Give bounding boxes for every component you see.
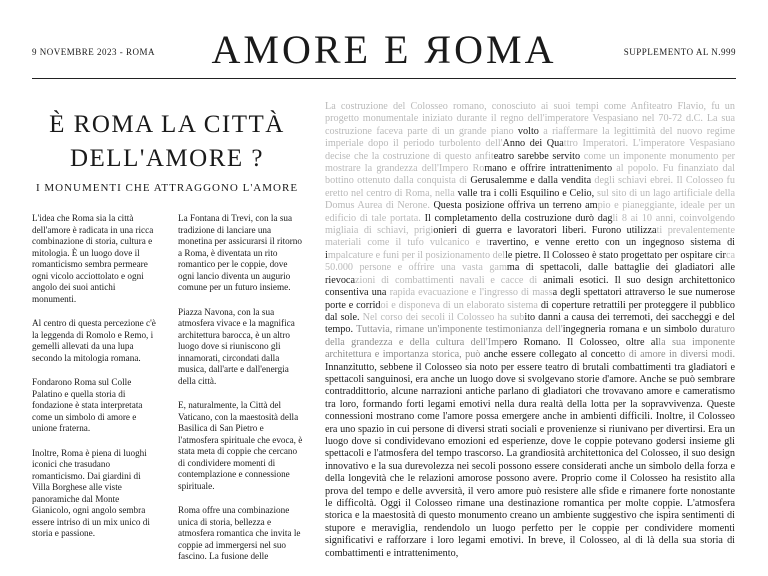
text-segment: al popolo. Fu finanziato dal bottino ottenuto dalla conquista di <box>325 163 735 187</box>
text-segment: ero Romano. Il Colosseo, oltre al <box>504 336 659 348</box>
text-segment: Tuttavia, rimane un'imponente testimonianza dell' <box>356 324 563 336</box>
text-segment: sul sito di un lago artificiale della Domus Aurea di Nerone. <box>325 187 735 212</box>
text-column-1 <box>32 213 160 553</box>
text-segment: mpalcature e funi per il posizionamento del <box>327 249 506 261</box>
masthead-date: 9 NOVEMBRE 2023 - ROMA <box>32 47 156 57</box>
text-segment: Nel corso dei secoli il Colosseo ha sub <box>359 311 525 323</box>
text-segment: Gerusalemme e dalla vendita <box>470 175 592 187</box>
text-segment: Anno dei Qua <box>502 138 564 150</box>
text-segment: eatro sarebbe servito <box>493 150 581 162</box>
text-segment: oi e disponeva di un elaborato sistema <box>380 299 541 311</box>
text-segment: ca 50.000 persone e offrire una vasta gam <box>325 249 735 274</box>
text-segment: pio e pianeggiante, ideale per un edificio di tale portata. <box>325 200 735 224</box>
text-segment: anche essere collegato al concett <box>480 349 621 361</box>
text-segment: animali esotici. Il suo design architettonico consentiva una <box>325 274 736 299</box>
text-segment: di coperture retrattili per proteggere il pubblico dal sole. <box>325 299 736 323</box>
article-headline <box>32 108 302 176</box>
paragraph: Fondarono Roma sul Colle Palatino e quella storia di fondazione è stata interpretata come un simbolo di amore e unione fraterna. <box>32 377 143 433</box>
text-segment: rapida evacuazione e l'ingresso di mass <box>389 287 553 299</box>
paragraph: Piazza Navona, con la sua atmosfera vivace e la magnifica architettura barocca, è un altro luogo dove si riuniscono gli innamorati, circondati dalla musica, dall'arte e dall'energia della città. <box>178 306 295 386</box>
paragraph: Al centro di questa percezione c'è la leggenda di Romolo e Remo, i gemelli allevati da una lupa secondo la mitologia romana. <box>32 318 156 363</box>
text-segment: ma di spettacoli, dalle battaglie dei gladiatori alle rievoca <box>325 262 735 286</box>
text-segment: Questa posizione offriva un terreno am <box>433 200 598 212</box>
text-segment: mano e offrire intrattenimento <box>484 163 613 175</box>
text-segment: La costruzione del Colosseo romano, conosciuto ai suoi tempi come Anfiteatro Flavio, fu un progetto monumentale iniziato durante il regno dell'imperatore Vespasiano nel 70-72 d.C. La sua costruzione faceva parte di un grande piano <box>325 101 735 137</box>
paragraph: La Fontana di Trevi, con la sua tradizione di lanciare una monetina per assicurarsi il ritorno a Roma, è diventata un rito romantico per le coppie, dove ogni lancio diventa un augurio comune per un futuro insieme. <box>178 213 302 292</box>
text-segment: Innanzitutto, sebbene il Colosseo sia noto per essere teatro di brutali combattimenti tra gladiatori e spettacoli sanguinosi, era anche un luogo dove si svolgevano storie d'amore. Anche se può sembrare contraddittorio, alcune narrazioni antiche parlano di gladiatori che trovavano amore e cameratismo tra loro, formando forti legami emotivi nella dura realtà della lotta per la sopravvivenza. Queste connessioni mostrano come l'amore possa emergere anche in ambienti difficili. Inoltre, il Colosseo era uno spazio in cui persone di diversi strati sociali e provenienze si riunivano per divertirsi. Era un luogo dove si condividevano emozioni ed esperienze, dove le coppie potevano godersi insieme gli spettacoli e l'atmosfera del tempo trascorso. La grandiosità architettonica del Colosseo, il suo design innovativo e la sua durevolezza nei secoli possono essere considerati anche un simbolo della forza e della longevità che le relazioni amorose possono avere. Proprio come il Colosseo ha resistito alla prova del tempo e delle avversità, il vero amore può resistere alle sfide e rimanere forte nonostante le difficoltà. Oggi il Colosseo rimane una destinazione romantica per molte coppie. L'atmosfera storica e la maestosità di questo monumento creano un ambiente suggestivo che ispira sentimenti di stupore e meraviglia, rendendolo un luogo perfetto per le coppie per condividere momenti significativi e rafforzare i loro legami emotivi. In breve, il Colosseo, al di là della sua storia di combattimenti e intrattenimento, <box>325 361 735 559</box>
text-segment: degli schiavi ebrei. Il Colosseo fu eretto nel centro di Roma, nella <box>325 175 735 199</box>
text-segment: onieri di guerra e lavoratori liberi. Furono utilizza <box>433 225 657 237</box>
text-segment: a degli spettatori attraverso le sue numerose porte e corrid <box>325 287 735 311</box>
masthead-rule <box>32 78 736 79</box>
text-segment: a riaffermare la legittimità del nuovo regime imperiale dopo il periodo turbolento dell' <box>325 125 735 150</box>
masthead-title: AMORE E ЯOMA <box>211 27 557 72</box>
article-subhead: I MONUMENTI CHE ATTRAGGONO L'AMORE <box>35 182 299 194</box>
paragraph: L'idea che Roma sia la città dell'amore è radicata in una ricca combinazione di storia, cultura e mitologia. È un luogo dove il romanticismo sembra permeare ogni vicolo acciottolato e ogni angolo dei suoi antichi monumenti. <box>32 213 154 304</box>
text-segment: zioni di combattimenti navali e cacce di <box>354 274 544 286</box>
text-segment: volto <box>517 125 539 137</box>
text-segment: ttro Imperatori. L'imperatore Vespasiano decise che la costruzione di questo anfit <box>325 138 735 162</box>
headline-line-2: DELL'AMORE ? <box>69 145 264 172</box>
text-segment: ti prevalentemente materiali come il tufo vulcanico e t <box>325 225 736 249</box>
text-segment: Il completamento della costruzione durò dag <box>424 212 613 224</box>
text-segment: le pietre. Il Colosseo è stato progettato per ospitare cir <box>505 249 726 261</box>
masthead-supplement: SUPPLEMENTO AL N.999 <box>623 47 736 57</box>
text-segment: ito danni a causa dei terremoti, dei saccheggi e del tempo. <box>325 311 735 336</box>
text-column-3 <box>325 101 735 560</box>
text-segment: raturo della grandezza e della cultura dell'Imp <box>325 324 735 348</box>
text-segment: o di amore in diversi modi. <box>620 349 735 361</box>
text-segment: come un imponente monumento per mostrare la grandezza dell'Impero Ro <box>325 150 736 175</box>
text-segment: la sua imponente architettura e importanza storica, può <box>325 336 736 361</box>
text-column-2 <box>178 213 306 576</box>
text-segment: ingegneria romana e un simbolo du <box>562 324 711 336</box>
text-segment: valle tra i colli Esquilino e Celio, <box>457 187 595 199</box>
text-segment: ravertino, e venne eretto con un ingegnoso sistema di i <box>325 237 735 261</box>
headline-line-1: È ROMA LA CITTÀ <box>49 111 285 138</box>
text-segment: li 8 ai 10 anni, coinvolgendo migliaia di schiavi, prigi <box>325 212 736 237</box>
paragraph: E, naturalmente, la Città del Vaticano, con la maestosità della Basilica di San Pietro e l'atmosfera spirituale che evoca, è stata meta di coppie che cercano di condividere momenti di contemplazione e connessione spirituale. <box>178 400 303 491</box>
paragraph: Roma offre una combinazione unica di storia, bellezza e atmosfera romantica che invita le coppie ad immergersi nel suo fascino. La fusione delle <box>178 505 301 561</box>
paragraph: Inoltre, Roma è piena di luoghi iconici che trasudano romanticismo. Dai giardini di Villa Borghese alle viste panoramiche dal Monte Gianicolo, ogni angolo sembra essere intriso di un mix unico di storia e passione. <box>32 447 150 538</box>
